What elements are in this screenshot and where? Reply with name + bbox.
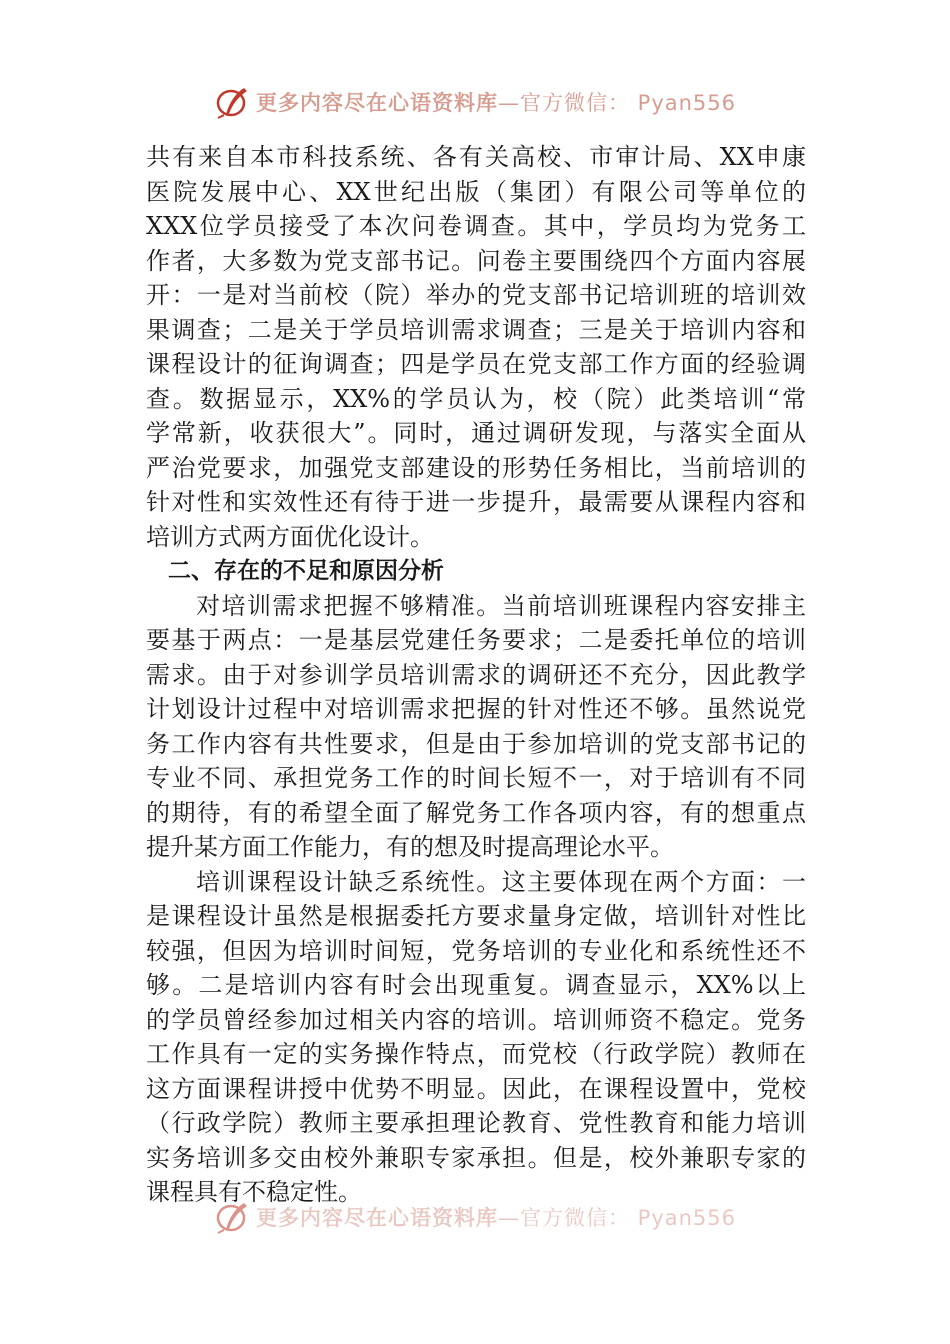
- watermark-text: 更多内容尽在心语资料库—官方微信： Pyan556: [255, 91, 737, 115]
- quill-logo-icon: [214, 1203, 252, 1234]
- watermark-group: [214, 85, 736, 119]
- text-line: 学常新，收获很大”。同时，通过调研发现，与落实全面从: [146, 419, 806, 447]
- text-line: 针对性和实效性还有待于进一步提升，最需要从课程内容和: [146, 488, 806, 516]
- text-line: 开：一是对当前校（院）举办的党支部书记培训班的培训效: [146, 281, 806, 309]
- text-line: 够。二是培训内容有时会出现重复。调查显示，XX%以上: [146, 971, 806, 999]
- text-line: 实务培训多交由校外兼职专家承担。但是，校外兼职专家的: [146, 1143, 806, 1172]
- text-line: （行政学院）教师主要承担理论教育、党性教育和能力培训: [146, 1109, 806, 1137]
- paragraph-course-design: [146, 865, 806, 1210]
- text-line: 课程具有不稳定性。: [146, 1178, 362, 1206]
- text-line: 果调查；二是关于学员培训需求调查；三是关于培训内容和: [146, 315, 806, 344]
- text-line: 较强，但因为培训时间短，党务培训的专业化和系统性还不: [146, 936, 806, 965]
- text-line: 的学员曾经参加过相关内容的培训。培训师资不稳定。党务: [146, 1005, 806, 1034]
- text-line: 要基于两点：一是基层党建任务要求；二是委托单位的培训: [146, 626, 806, 654]
- text-line: 培训课程设计缺乏系统性。这主要体现在两个方面：一: [196, 867, 806, 896]
- watermark-header: [0, 82, 950, 122]
- quill-logo-icon: [214, 85, 252, 119]
- watermark-text: 更多内容尽在心语资料库—官方微信： Pyan556: [255, 1206, 737, 1230]
- text-line: 工作具有一定的实务操作特点，而党校（行政学院）教师在: [146, 1040, 806, 1068]
- watermark-group: [214, 1203, 736, 1234]
- text-line: XXX位学员接受了本次问卷调查。其中，学员均为党务工: [146, 212, 806, 240]
- text-line: 专业不同、承担党务工作的时间长短不一，对于培训有不同: [146, 764, 806, 792]
- text-line: 对培训需求把握不够精准。当前培训班课程内容安排主: [196, 591, 806, 620]
- text-line: 是课程设计虽然是根据委托方要求量身定做，培训针对性比: [146, 902, 806, 930]
- text-line: 课程设计的征询调查；四是学员在党支部工作方面的经验调: [146, 350, 806, 378]
- text-line: 提升某方面工作能力，有的想及时提高理论水平。: [146, 833, 674, 861]
- watermark-footer: [0, 1203, 950, 1239]
- text-line: 查。数据显示，XX%的学员认为，校（院）此类培训“常: [146, 384, 806, 413]
- text-line: 医院发展中心、XX世纪出版（集团）有限公司等单位的: [146, 177, 806, 206]
- paragraph-training-needs: [146, 589, 806, 865]
- text-line: 务工作内容有共性要求，但是由于参加培训的党支部书记的: [146, 729, 806, 758]
- text-line: 共有来自本市科技系统、各有关高校、市审计局、XX申康: [146, 143, 806, 171]
- text-line: 严治党要求，加强党支部建设的形势任务相比，当前培训的: [146, 453, 806, 482]
- section-heading: 二、存在的不足和原因分析: [168, 558, 444, 584]
- text-line: 计划设计过程中对培训需求把握的针对性还不够。虽然说党: [146, 695, 806, 723]
- text-line: 这方面课程讲授中优势不明显。因此，在课程设置中，党校: [146, 1074, 806, 1103]
- text-line: 培训方式两方面优化设计。: [146, 522, 434, 551]
- document-body: [146, 140, 806, 1210]
- paragraph-survey-overview: [146, 140, 806, 554]
- text-line: 需求。由于对参训学员培训需求的调研还不充分，因此教学: [146, 660, 806, 689]
- text-line: 作者，大多数为党支部书记。问卷主要围绕四个方面内容展: [146, 246, 806, 275]
- text-line: 的期待，有的希望全面了解党务工作各项内容，有的想重点: [146, 798, 806, 827]
